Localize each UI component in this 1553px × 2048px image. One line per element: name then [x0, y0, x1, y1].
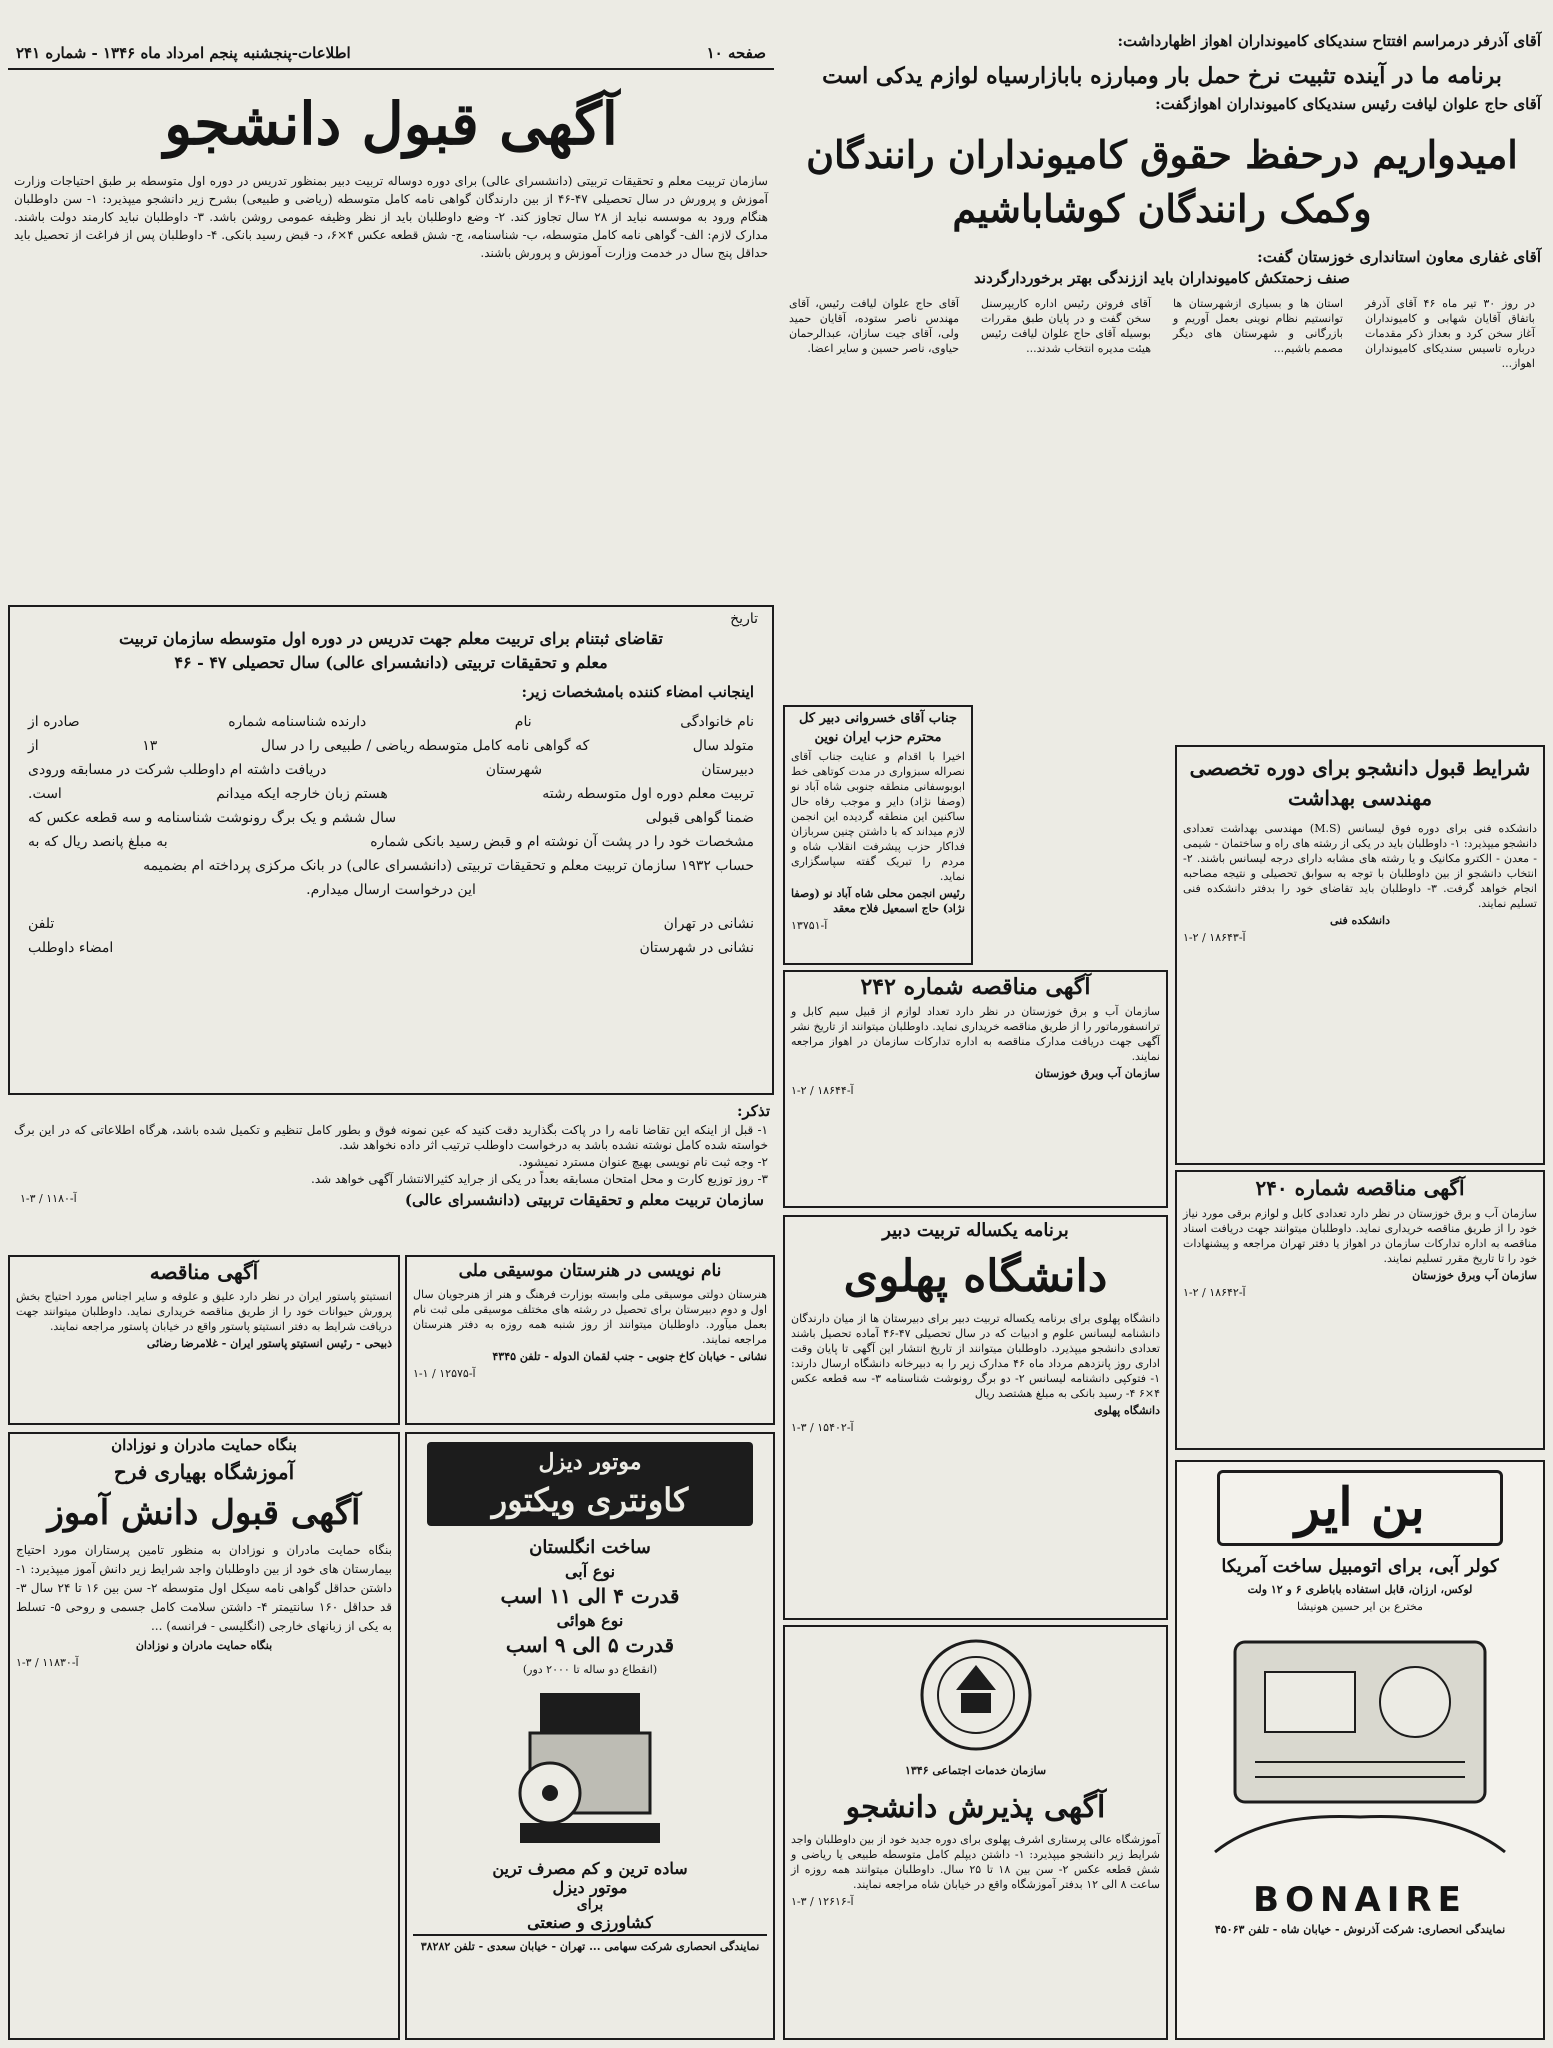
application-form — [8, 605, 774, 1095]
social-code: آ-۱۲۶۱۶ / ۳-۱ — [791, 1895, 854, 1908]
article-column-2: استان ها و بسیاری ازشهرستان ها توانستیم نظام نوینی بعمل آوریم و بازرگانی و شهرستان های دیگر مصمم باشیم... — [1173, 297, 1343, 355]
social-body: آموزشگاه عالی پرستاری اشرف پهلوی برای دوره جدید خود از بین داوطلبان واجد شرایط زیر دانشجو میپذیرد: ۱- داشتن دیپلم کامل متوسطه طبیعی یا ریاضی و شش قطعه عکس ۲- سن بین ۱۸ تا ۲۵ سال. داوطلبان میتوانند همه روزه از ساعت ۸ الی ۱۲ بدفتر آموزشگاه واقع در خیابان شاه مراجعه نمایند. — [791, 1833, 1160, 1891]
motor-slogan1: ساده ترین و کم مصرف ترین — [492, 1859, 688, 1878]
health-sign: دانشکده فنی — [1329, 914, 1391, 927]
form-field-end: است. — [28, 786, 62, 802]
nursing-sign: بنگاه حمایت مادران و نوزادان — [135, 1639, 273, 1652]
form-row-address-2 — [10, 936, 772, 960]
form-field-year-prefix: ۱۳ — [142, 738, 158, 754]
form-field-submit-note: این درخواست ارسال میدارم. — [306, 882, 476, 898]
form-field-id-number[interactable]: دارنده شناسنامه شماره — [228, 714, 367, 730]
bonaire-brand: بن ایر — [1217, 1470, 1503, 1546]
motor-brand-line2: کاونتری ویکتور — [491, 1481, 689, 1519]
article-main-line1: امیدواریم درحفظ حقوق کامیونداران رانندگان — [806, 132, 1518, 177]
form-field-amount: به مبلغ پانصد ریال که به — [28, 834, 168, 850]
student-ad-title: آگهی قبول دانشجو — [164, 90, 618, 158]
form-row-address — [10, 912, 772, 936]
music-code: آ-۱۲۵۷۵ / ۱-۱ — [413, 1367, 476, 1380]
music-title: نام نویسی در هنرستان موسیقی ملی — [458, 1261, 722, 1281]
form-field-signature[interactable]: امضاء داوطلب — [28, 940, 114, 956]
music-body: هنرستان دولتی موسیقی ملی وابسته بوزارت فرهنگ و هنر از هنرجویان سال اول و دوم دبیرستان برای تحصیل در رشته های مختلف موسیقی ملی ثبت نام بعمل میآورد. داوطلبان میتوانند از روز شنبه همه روزه به دفتر هنرستان مراجعه نمایند. — [413, 1288, 767, 1346]
tender-242-sign: سازمان آب وبرق خوزستان — [1035, 1067, 1160, 1080]
form-row-2 — [10, 734, 772, 758]
engine-illustration — [490, 1683, 690, 1853]
motor-slogan4: کشاورزی و صنعتی — [527, 1913, 653, 1932]
reminder-sign: سازمان تربیت معلم و تحقیقات تربیتی (دانشسرای عالی) — [404, 1191, 764, 1209]
bonaire-ad — [1175, 1460, 1545, 2040]
cooler-illustration — [1195, 1622, 1525, 1872]
form-field-receipt[interactable]: مشخصات خود را در پشت آن نوشته ام و قبض رسید بانکی شماره — [370, 834, 754, 850]
form-field-from[interactable]: از — [28, 738, 39, 754]
form-field-tehran-address[interactable]: نشانی در تهران — [663, 916, 754, 932]
form-field-birth-year[interactable]: متولد سال — [692, 738, 754, 754]
form-field-certificate[interactable]: ضمنا گواهی قبولی — [645, 810, 754, 826]
motor-address: نمایندگی انحصاری شرکت سهامی ... تهران - خیابان سعدی - تلفن ۳۸۲۸۲ — [413, 1934, 767, 1954]
form-field-major[interactable]: تربیت معلم دوره اول متوسطه رشته — [542, 786, 754, 802]
reminder — [8, 1100, 774, 1250]
student-ad — [8, 78, 774, 598]
form-row-4 — [10, 782, 772, 806]
motor-type1: نوع آبی — [564, 1562, 616, 1581]
motor-power1: قدرت ۴ الی ۱۱ اسب — [500, 1584, 680, 1608]
motor-type2: نوع هوائی — [556, 1611, 624, 1630]
motor-slogan3: برای — [576, 1897, 604, 1913]
form-field-city-address[interactable]: نشانی در شهرستان — [639, 940, 754, 956]
nursing-org: بنگاه حمایت مادران و نوزادان — [111, 1436, 297, 1454]
reminder-code: آ-۱۱۸۰ / ۳-۱ — [20, 1192, 77, 1205]
article-column-1: در روز ۳۰ تیر ماه ۴۶ آقای آذرفر باتفاق آقایان شهابی و کامیونداران آغاز سخن کرد و بعداز ذکر مقدمات درباره تاسیس سندیکای کامیونداران اهواز... — [1365, 297, 1535, 370]
social-title: آگهی پذیرش دانشجو — [845, 1790, 1106, 1825]
nursing-school: آموزشگاه بهیاری فرح — [113, 1460, 295, 1484]
form-field-lastname[interactable]: نام خانوادگی — [680, 714, 754, 730]
khosravani-sign: رئیس انجمن محلی شاه آباد نو (وصفا نژاد) حاج اسمعیل فلاح معقد — [791, 887, 965, 915]
pahlavi-program: برنامه یکساله تربیت دبیر — [882, 1220, 1069, 1241]
nursing-code: آ-۱۱۸۳۰ / ۳-۱ — [16, 1656, 79, 1669]
pahlavi-body: دانشگاه پهلوی برای برنامه یکساله تربیت دبیر برای دبیرستان ها از میان دارندگان دانشنامه لیسانس علوم و ادبیات که در سال تحصیلی ۴۷-۴۶ آماده تحصیل باشند تعدادی دانشجو میپذیرد. داوطلبان میتوانند از تاریخ انتشار این آگهی تا پایان وقت اداری روز پانزدهم مرداد ماه ۴۶ مدارک زیر را به دبیرخانه دانشگاه ارسال دارند: ۱- فتوکپی دانشنامه لیسانس ۲- دو برگ رونوشت شناسنامه ۳- سه قطعه عکس ۴×۶ ۴- رسید بانکی به مبلغ هشتصد ریال — [791, 1312, 1161, 1400]
pasteur-tender — [8, 1255, 400, 1425]
tender-242-title: آگهی مناقصه شماره ۲۴۲ — [860, 974, 1091, 1000]
article-main-line2: وکمک رانندگان کوشاباشیم — [952, 186, 1372, 231]
form-row-6 — [10, 830, 772, 854]
motor-ad — [405, 1432, 775, 2040]
health-code: آ-۱۸۶۴۳ / ۲-۱ — [1183, 931, 1246, 944]
bonaire-logo: BONAIRE — [1253, 1880, 1467, 1920]
music-ad — [405, 1255, 775, 1425]
article-subkicker: آقای حاج علوان لیافت رئیس سندیکای کامیونداران اهوازگفت: — [1155, 95, 1541, 113]
khosravani-notice — [783, 705, 973, 965]
nursing-body: بنگاه حمایت مادران و نوزادان به منظور تامین پرستاران مورد احتیاج بیمارستان های خود از بین داوطلبان واجد شرایط زیر دانش آموز میپذیرد: ۱- داشتن حداقل گواهی نامه سیکل اول متوسطه ۲- سن بین ۱۶ تا ۲۴ سال ۳- قد حداقل ۱۶۰ سانتیمتر ۴- داشتن سلامت کامل جسمی و روحی ۵- تسلط به یکی از زبانهای خارجی (انگلیسی - فرانسه) ... — [16, 1543, 393, 1633]
nursing-ad — [8, 1432, 400, 2040]
student-ad-body: سازمان تربیت معلم و تحقیقات تربیتی (دانشسرای عالی) برای دوره دوساله تربیت دبیر بمنظور تدریس در دوره اول متوسطه بر طبق احتیاجات وزارت آموزش و پرورش در سال تحصیلی ۴۷-۴۶ از بین دارندگان گواهی نامه کامل متوسطه (ریاضی و طبیعی) بشرح زیر دانشجو میپذیرد: ۱- سن داوطلبان هنگام ورود به موسسه نباید از ۲۸ سال تجاوز کند. ۲- وضع داوطلبان باید از نظر وظیفه عمومی روشن باشد. ۳- داوطلبان نباید کارمند دولت باشند. مدارک لازم: الف- گواهی نامه کامل متوسطه، ب- شناسنامه، ج- شش قطعه عکس ۴×۶، د- قبض رسید بانکی. ۴- داوطلبان پس از فراغت از تحصیل باید حداقل پنج سال در خدمت وزارت آموزش و پرورش باشند. — [14, 174, 769, 260]
form-field-city[interactable]: شهرستان — [485, 762, 543, 778]
social-emblem-text: سازمان خدمات اجتماعی ۱۳۴۶ — [904, 1764, 1047, 1777]
tender-240 — [1175, 1170, 1545, 1450]
form-field-received: دریافت داشته ام داوطلب شرکت در مسابقه ورودی — [28, 762, 327, 778]
form-field-account: حساب ۱۹۳۲ سازمان تربیت معلم و تحقیقات تربیتی (دانشسرای عالی) در بانک مرکزی پرداخته ام بضمیمه — [143, 858, 754, 874]
form-field-language[interactable]: هستم زبان خارجه ایکه میدانم — [216, 786, 388, 802]
tender-240-body: سازمان آب و برق خوزستان در نظر دارد تعدادی کابل و لوازم برقی مورد نیاز خود را از طریق مناقصه خریداری نماید. داوطلبان میتوانند جهت دریافت اسناد مناقصه به اداره تدارکات سازمان در اهواز یا دفتر تهران مراجعه و پیشنهادات خود را تا تاریخ مقرر تسلیم نمایند. — [1183, 1207, 1537, 1265]
music-address: نشانی - خیابان کاخ جنوبی - جنب لقمان الدوله - تلفن ۴۳۴۵ — [492, 1350, 767, 1363]
form-date-label: تاریخ — [730, 611, 758, 627]
article-byline1: آقای غفاری معاون استانداری خوزستان گفت: — [1257, 248, 1541, 266]
reminder-line1: ۱- قبل از اینکه این تقاضا نامه را در پاکت بگذارید دقت کنید که عین نمونه فوق و بطور کامل تنظیم و تکمیل شده باشد، هرگاه اطلاعاتی که در این برگ خواسته شده کامل نوشته نشده باشد به درخواست داوطلب ترتیب اثر داده نخواهد شد. — [14, 1123, 768, 1152]
motor-power2: قدرت ۵ الی ۹ اسب — [505, 1633, 675, 1657]
masthead — [8, 40, 774, 70]
pasteur-sign: ذبیحی - رئیس انستیتو پاستور ایران - غلامرضا رضائی — [146, 1337, 392, 1350]
tender-240-sign: سازمان آب وبرق خوزستان — [1412, 1269, 1537, 1282]
tender-242 — [783, 970, 1168, 1208]
form-intro: اینجانب امضاء کننده بامشخصات زیر: — [521, 683, 754, 701]
form-row-5 — [10, 806, 772, 830]
motor-warranty: (انقطاع دو ساله تا ۲۰۰۰ دور) — [522, 1663, 658, 1676]
tender-242-body: سازمان آب و برق خوزستان در نظر دارد تعداد لوازم از قبیل سیم کابل و ترانسفورماتور را از طریق مناقصه خریداری نماید. داوطلبان میتوانند از تاریخ نشر آگهی جهت دریافت مدارک مناقصه به اداره تدارکات سازمان در اهواز مراجعه نمایند. — [791, 1005, 1160, 1063]
tender-240-title: آگهی مناقصه شماره ۲۴۰ — [1255, 1176, 1465, 1200]
form-row-7 — [10, 854, 772, 878]
bonaire-maker: مخترع بن ایر حسین هونیشا — [1297, 1600, 1423, 1613]
bonaire-footer: نمایندگی انحصاری: شرکت آذرنوش - خیابان شاه - تلفن ۴۵۰۶۳ — [1214, 1923, 1506, 1936]
form-field-firstname[interactable]: نام — [514, 714, 532, 730]
khosravani-body: اخیرا با اقدام و عنایت جناب آقای نصراله سبزواری در مدت کوتاهی خط ابوبوسفانی منطقه جنوبی شاه آباد نو (وصفا نژاد) دایر و موجب رفاه حال ساکنین این منطقه گردیده این انجمن لازم میداند که با داشتن چنین سربازان فداکار حزب پیشرفت انقلاب شاه و مردم را تبریک گفته سپاسگزاری نماید. — [791, 750, 965, 883]
bonaire-tagline: کولر آبی، برای اتومبیل ساخت آمریکا — [1221, 1556, 1499, 1577]
pahlavi-sign: دانشگاه پهلوی — [1094, 1404, 1160, 1417]
form-title-line2: معلم و تحقیقات تربیتی (دانشسرای عالی) سال تحصیلی ۴۷ - ۴۶ — [174, 653, 608, 672]
motor-origin: ساخت انگلستان — [529, 1537, 651, 1558]
tender-240-code: آ-۱۸۶۴۲ / ۲-۱ — [1183, 1286, 1246, 1299]
motor-slogan2: موتور دیزل — [552, 1878, 628, 1897]
article-headline: برنامه ما در آینده تثبیت نرخ حمل بار ومبارزه بابازارسیاه لوازم یدکی است — [822, 63, 1502, 89]
pasteur-title: آگهی مناقصه — [149, 1260, 259, 1284]
reminder-title: تذکر: — [736, 1102, 770, 1120]
drivers-article — [779, 30, 1545, 770]
motor-brand-line1: موتور دیزل — [538, 1449, 642, 1475]
form-field-issued-from[interactable]: صادره از — [28, 714, 80, 730]
health-title: شرایط قبول دانشجو برای دوره تخصصی مهندسی بهداشت — [1189, 756, 1531, 810]
paper-info: اطلاعات-پنجشنبه پنجم امرداد ماه ۱۳۴۶ - شماره ۲۴۱ — [16, 44, 351, 62]
nursing-title: آگهی قبول دانش آموز — [47, 1493, 361, 1533]
social-services-ad — [783, 1625, 1168, 2040]
article-kicker: آقای آذرفر درمراسم افتتاح سندیکای کامیونداران اهواز اظهارداشت: — [1117, 32, 1541, 50]
article-column-4: آقای حاج علوان لیافت رئیس، آقای مهندس ناصر ستوده، آقایان حمید ولی، آقای جیت سازان، عبدالرحمان حیاوی، ناصر حسین و سایر اعضا. — [789, 297, 959, 355]
article-column-3: آقای فروتن رئیس اداره کاریپرسنل سخن گفت و در پایان طبق مقررات بوسیله آقای حاج علوان لیافت رئیس هیئت مدیره انتخاب شدند... — [981, 297, 1151, 355]
form-row-8 — [10, 878, 772, 902]
form-row-3 — [10, 758, 772, 782]
pahlavi-code: آ-۱۵۴۰۲ / ۳-۱ — [791, 1421, 854, 1434]
pahlavi-title: دانشگاه پهلوی — [843, 1251, 1108, 1302]
health-body: دانشکده فنی برای دوره فوق لیسانس (M.S) مهندسی بهداشت تعدادی دانشجو میپذیرد: ۱- داوطلبان باید در یکی از رشته های راه و ساختمان - شیمی - معدن - الکترو مکانیک و یا رشته های مشابه دارای درجه لیسانس باشند. ۲- انتخاب دانشجو از بین داوطلبان با توجه به سوابق تحصیلی و نتیجه مصاحبه انجام خواهد گرفت. ۳- داوطلبان باید تقاضای خود را بدفتر دانشکده فنی تسلیم نمایند. — [1182, 822, 1537, 910]
form-field-school[interactable]: دبیرستان — [701, 762, 754, 778]
page-number: صفحه ۱۰ — [706, 44, 766, 62]
tender-242-code: آ-۱۸۶۴۴ / ۲-۱ — [791, 1084, 854, 1097]
pasteur-body: انستیتو پاستور ایران در نظر دارد علیق و علوفه و سایر اجناس مورد احتیاج بخش پرورش حیوانات خود را از طریق مناقصه خریداری نماید. داوطلبان میتوانند جهت دریافت شرایط به دفتر انستیتو پاستور واقع در خیابان پاستور مراجعه نمایند. — [16, 1290, 392, 1333]
health-notice — [1175, 745, 1545, 1165]
khosravani-title: جناب آقای خسروانی دبیر کل محترم حزب ایران نوین — [799, 711, 957, 745]
bonaire-features: لوکس، ارزان، قابل استفاده باباطری ۶ و ۱۲ ولت — [1247, 1583, 1473, 1596]
form-field-phone[interactable]: تلفن — [28, 916, 55, 932]
form-field-diploma[interactable]: که گواهی نامه کامل متوسطه ریاضی / طبیعی را در سال — [260, 738, 590, 754]
form-title-line1: تقاضای ثبتنام برای تربیت معلم جهت تدریس در دوره اول متوسطه سازمان تربیت — [119, 629, 663, 648]
form-field-documents: سال ششم و یک برگ رونوشت شناسنامه و سه قطعه عکس که — [28, 810, 397, 826]
reminder-line3: ۳- روز توزیع کارت و محل امتحان مسابقه بعداً در یکی از جراید کثیرالانتشار آگهی خواهد شد. — [311, 1172, 768, 1186]
khosravani-code: آ-۱۳۷۵۱ — [791, 919, 828, 932]
pahlavi-ad — [783, 1215, 1168, 1620]
form-row-1 — [10, 710, 772, 734]
emblem-icon — [916, 1635, 1036, 1755]
article-byline2: صنف زحمتکش کامیونداران باید اززندگی بهتر برخوردارگردند — [974, 269, 1350, 287]
reminder-line2: ۲- وجه ثبت نام نویسی بهیچ عنوان مسترد نمیشود. — [518, 1155, 768, 1169]
